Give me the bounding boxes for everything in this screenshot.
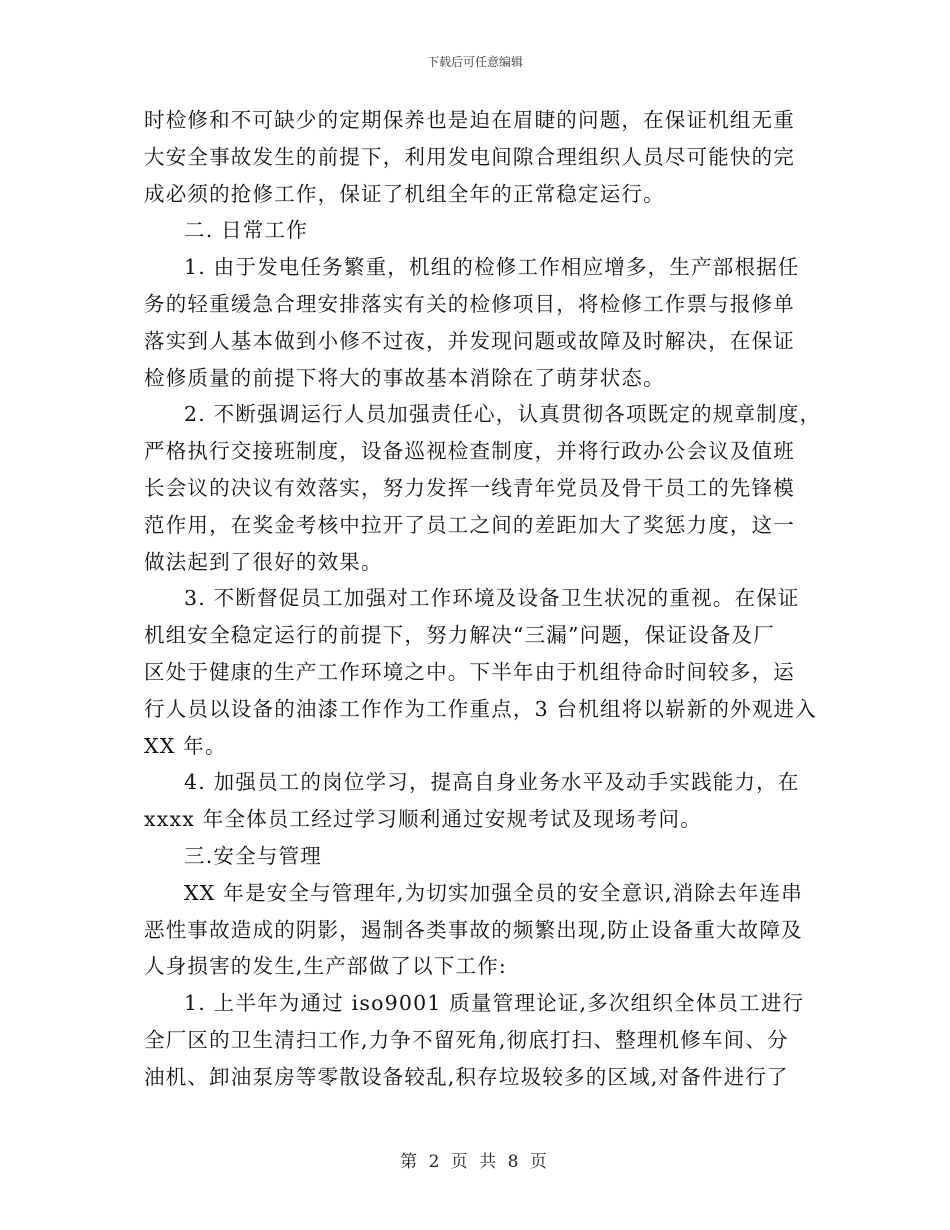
body-line: 大安全事故发生的前提下，利用发电间隙合理组织人员尽可能快的完 [144,144,795,169]
body-line: 严格执行交接班制度，设备巡视检查制度，并将行政办公会议及值班 [144,439,795,464]
paragraph-start: 2. 不断强调运行人员加强责任心，认真贯彻各项既定的规章制度， [184,402,822,427]
document-body [144,102,834,1096]
page-number-footer: 第 2 页 共 8 页 [400,1152,550,1172]
body-line: 时检修和不可缺少的定期保养也是迫在眉睫的问题，在保证机组无重 [144,108,795,132]
body-line: xxxx 年全体员工经过学习顺利通过安规考试及现场考问。 [144,807,702,832]
body-line: 长会议的决议有效落实，努力发挥一线青年党员及骨干员工的先锋模 [144,475,795,500]
section-heading-daily-work: 二. 日常工作 [184,218,308,243]
paragraph-start: 1. 由于发电任务繁重，机组的检修工作相应增多，生产部根据任 [184,255,800,280]
body-line: 成必须的抢修工作，保证了机组全年的正常稳定运行。 [144,181,665,206]
body-line: 检修质量的前提下将大的事故基本消除在了萌芽状态。 [144,365,665,390]
body-line: XX 年。 [144,733,227,758]
body-line: 做法起到了很好的效果。 [144,549,383,574]
paragraph-start: XX 年是安全与管理年,为切实加强全员的安全意识,消除去年连串 [184,880,803,905]
section-heading-safety-management: 三.安全与管理 [184,843,322,868]
page-header: 下载后可任意编辑 [426,55,523,69]
body-line: 人身损害的发生,生产部做了以下工作: [144,954,508,979]
paragraph-start: 1. 上半年为通过 iso9001 质量管理论证,多次组织全体员工进行 [184,991,805,1016]
body-line: 恶性事故造成的阴影，遏制各类事故的频繁出现,防止设备重大故障及 [144,917,803,942]
body-line: 落实到人基本做到小修不过夜，并发现问题或故障及时解决，在保证 [144,328,795,353]
paragraph-start: 3. 不断督促员工加强对工作环境及设备卫生状况的重视。在保证 [184,586,800,611]
paragraph-start: 4. 加强员工的岗位学习，提高自身业务水平及动手实践能力，在 [184,770,800,795]
body-line: 区处于健康的生产工作环境之中。下半年由于机组待命时间较多，运 [144,659,795,684]
body-line: 务的轻重缓急合理安排落实有关的检修项目，将检修工作票与报修单 [144,291,795,316]
body-line: 全厂区的卫生清扫工作,力争不留死角,彻底打扫、整理机修车间、分 [144,1027,789,1052]
body-line: 油机、卸油泵房等零散设备较乱,积存垃圾较多的区域,对备件进行了 [144,1064,789,1089]
body-line: 行人员以设备的油漆工作作为工作重点，3 台机组将以崭新的外观进入 [144,696,817,721]
body-line: 机组安全稳定运行的前提下，努力解决“三漏”问题，保证设备及厂 [144,623,775,648]
body-line: 范作用，在奖金考核中拉开了员工之间的差距加大了奖惩力度，这一 [144,512,795,537]
